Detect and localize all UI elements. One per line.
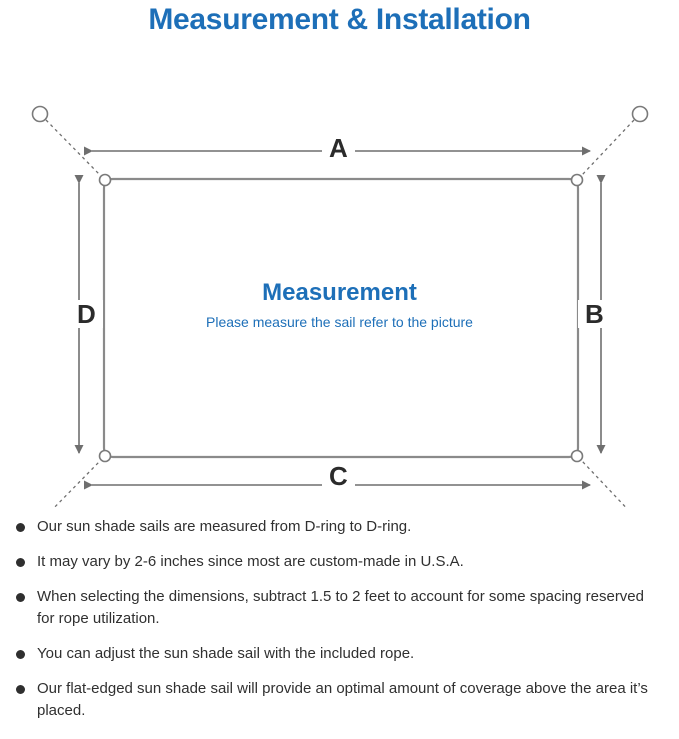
dimension-label-b: B xyxy=(578,300,611,328)
dimension-label-c: C xyxy=(322,462,355,490)
bullet-icon xyxy=(16,558,25,567)
list-item xyxy=(14,516,665,538)
list-item xyxy=(14,678,665,722)
list-item xyxy=(14,551,665,573)
rope-line-top-left xyxy=(46,120,100,175)
center-caption xyxy=(0,278,679,333)
bullet-icon xyxy=(16,650,25,659)
diagram-svg xyxy=(0,38,679,508)
note-text: Our flat-edged sun shade sail will provide an optimal amount of coverage above the area it’s placed. xyxy=(37,680,648,719)
bullet-icon xyxy=(16,685,25,694)
dimension-label-d: D xyxy=(70,300,103,328)
notes-list xyxy=(0,516,679,735)
bullet-icon xyxy=(16,593,25,602)
measurement-diagram xyxy=(0,38,679,508)
anchor-point-top-left xyxy=(33,107,48,122)
list-item xyxy=(14,643,665,665)
anchor-point-top-right xyxy=(633,107,648,122)
dimension-label-a: A xyxy=(322,134,355,162)
center-subtitle: Please measure the sail refer to the picture xyxy=(206,314,473,330)
note-text: Our sun shade sails are measured from D-ring to D-ring. xyxy=(37,518,412,535)
d-ring-bottom-right xyxy=(572,451,583,462)
d-ring-top-left xyxy=(100,175,111,186)
d-ring-bottom-left xyxy=(100,451,111,462)
d-ring-top-right xyxy=(572,175,583,186)
note-text: It may vary by 2-6 inches since most are custom-made in U.S.A. xyxy=(37,553,464,570)
rope-line-top-right xyxy=(582,120,634,175)
center-title: Measurement xyxy=(262,279,417,306)
bullet-icon xyxy=(16,523,25,532)
page-title: Measurement & Installation xyxy=(148,3,531,36)
note-text: When selecting the dimensions, subtract 1.5 to 2 feet to account for some spacing reserved for rope utilization. xyxy=(37,588,644,627)
list-item xyxy=(14,586,665,630)
note-text: You can adjust the sun shade sail with the included rope. xyxy=(37,645,415,662)
rope-line-bottom-left xyxy=(46,461,100,508)
